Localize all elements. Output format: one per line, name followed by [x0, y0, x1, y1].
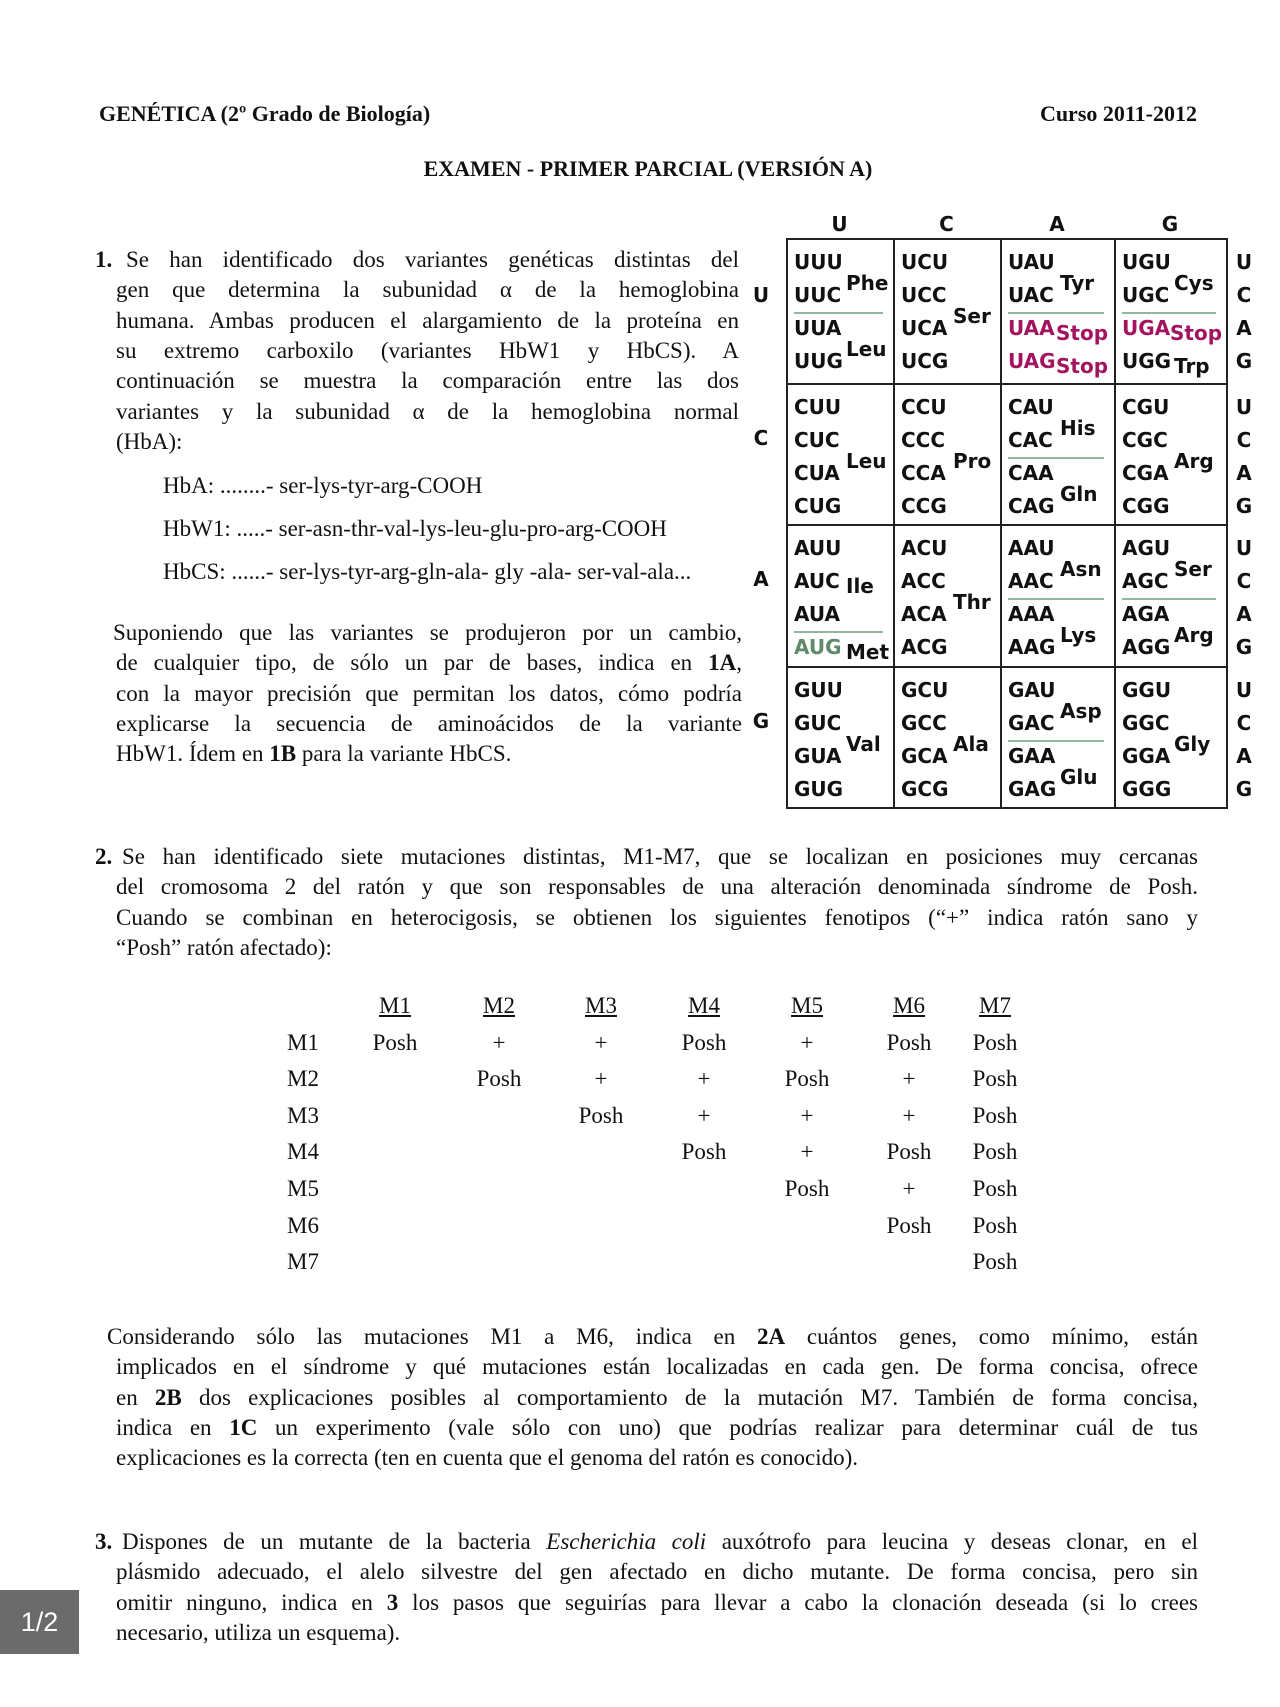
text-segment: su extremo carboxilo (variantes HbW1 y HbCS). A: [116, 337, 739, 363]
codon: CCA: [901, 461, 946, 485]
phenotype-cell: Posh: [886, 1029, 932, 1055]
codon: CUA: [794, 461, 840, 485]
phenotype-cell: Posh: [784, 1066, 830, 1092]
phenotype-cell: Posh: [681, 1029, 727, 1055]
amino-acid-label: Arg: [1174, 449, 1214, 473]
text-segment: explicarse la secuencia de aminoácidos de la variante: [116, 710, 742, 736]
amino-acid-label: Tyr: [1060, 271, 1095, 295]
codon: GGA: [1122, 744, 1171, 768]
codon: GAA: [1008, 744, 1056, 768]
third-base-label: A: [1236, 744, 1252, 768]
amino-acid-label: Glu: [1060, 765, 1098, 789]
codon-cell: [893, 238, 1002, 385]
third-base-label: G: [1235, 349, 1253, 373]
codon: CGG: [1122, 494, 1170, 518]
codon: CGA: [1122, 461, 1169, 485]
group-separator: [1008, 740, 1104, 742]
codon-cell: [1000, 666, 1116, 809]
amino-acid-label: Ile: [846, 573, 874, 598]
codon: AGG: [1122, 635, 1171, 659]
amino-acid-label: Thr: [953, 590, 991, 614]
question-1-intro-line: [116, 275, 739, 305]
amino-acid-label: His: [1060, 416, 1096, 440]
codon-cell: [1114, 383, 1228, 526]
question-2-task-line: [116, 1383, 1198, 1413]
phenotype-cell: +: [697, 1066, 711, 1092]
question-3-number: 3.: [95, 1529, 113, 1554]
group-separator: [794, 312, 883, 314]
group-separator: [1008, 312, 1104, 314]
column-header: M6: [893, 993, 925, 1018]
third-base-label: U: [1235, 250, 1253, 274]
codon: UGG: [1122, 349, 1172, 373]
codon: AUA: [794, 602, 840, 626]
course-title: GENÉTICA (2º Grado de Biología): [99, 101, 431, 126]
third-base-label: C: [1236, 569, 1252, 593]
amino-acid-label: Met: [846, 639, 890, 664]
codon: ACU: [901, 536, 948, 560]
question-1-intro-line: [116, 306, 739, 336]
codon: GAG: [1008, 777, 1057, 801]
text-segment: un experimento (vale sólo con uno) que podrías realizar para determinar cuál de tus: [257, 1414, 1199, 1440]
question-1-intro-line: [116, 336, 739, 366]
answer-ref: 1B: [269, 741, 297, 767]
text-segment: Se han identificado dos variantes genéticas distintas del: [126, 247, 739, 272]
column-header: M5: [791, 993, 823, 1018]
codon: UGU: [1122, 250, 1171, 274]
second-base-label: U: [831, 212, 848, 236]
codon: UAU: [1008, 250, 1055, 274]
text-segment: los pasos que seguirías para llevar a cabo la clonación deseada (si lo crees: [398, 1589, 1199, 1615]
group-separator: [1008, 598, 1104, 600]
phenotype-cell: +: [902, 1102, 916, 1128]
text-segment: Dispones de un mutante de la bacteria: [122, 1529, 547, 1554]
genetic-code-table: [752, 212, 1253, 807]
text-segment: Cuando se combinan en heterocigosis, se obtienen los siguientes fenotipos (“+” indica ratón sano y: [116, 904, 1198, 930]
codon: GAC: [1008, 711, 1055, 735]
codon: CAG: [1008, 494, 1055, 518]
protein-sequence: HbW1: .....- ser-asn-thr-val-lys-leu-glu-pro-arg-COOH: [163, 516, 667, 541]
question-2-intro-line: [122, 842, 1198, 872]
phenotype-cell: Posh: [886, 1139, 932, 1165]
codon-cell: [786, 524, 895, 668]
phenotype-cell: +: [902, 1176, 916, 1201]
codon-cell: [1000, 524, 1116, 668]
codon: UUA: [794, 316, 842, 340]
first-base-label: G: [752, 708, 770, 733]
codon: GGU: [1122, 678, 1172, 702]
codon: UAG: [1008, 349, 1056, 373]
row-header: M7: [287, 1249, 319, 1275]
phenotype-cell: Posh: [972, 1249, 1018, 1275]
codon: UAC: [1008, 283, 1054, 307]
third-base-label: G: [1235, 635, 1253, 659]
text-segment: necesario, utiliza un esquema).: [116, 1619, 401, 1645]
codon: AGA: [1122, 602, 1170, 626]
amino-acid-label: Val: [846, 732, 881, 756]
phenotype-cell: Posh: [972, 1029, 1018, 1055]
third-base-label: U: [1235, 678, 1253, 702]
third-base-label: G: [1235, 777, 1253, 801]
phenotype-cell: Posh: [972, 1102, 1018, 1128]
column-header: M1: [379, 993, 411, 1018]
codon: AAU: [1008, 536, 1055, 560]
first-base-label: U: [752, 282, 770, 307]
text-segment: de cualquier tipo, de sólo un par de bases, indica en: [116, 650, 709, 676]
question-1-task-line: [116, 648, 742, 678]
phenotype-cell: +: [697, 1102, 711, 1128]
column-header: M3: [585, 993, 617, 1018]
text-segment: en: [116, 1384, 155, 1410]
text-segment: variantes y la subunidad α de la hemoglobina normal: [116, 398, 739, 424]
codon: AUG: [794, 635, 842, 659]
row-header: M5: [287, 1176, 319, 1201]
codon: CCU: [901, 395, 947, 419]
protein-sequence: HbCS: ......- ser-lys-tyr-arg-gln-ala- gly -ala- ser-val-ala...: [163, 559, 692, 584]
phenotype-cell: Posh: [784, 1176, 830, 1201]
codon-cell: [1114, 524, 1228, 668]
amino-acid-label: Asn: [1060, 557, 1102, 581]
codon: GUC: [794, 711, 842, 735]
codon: GCA: [901, 744, 948, 768]
question-2-task-line: [116, 1352, 1198, 1382]
codon: CUG: [794, 494, 842, 518]
question-2-intro-line: [116, 903, 1198, 933]
codon: GCG: [901, 777, 949, 801]
group-separator: [1008, 457, 1104, 459]
codon-cell: [786, 238, 895, 385]
codon: CUC: [794, 428, 840, 452]
question-3-line: [116, 1557, 1198, 1587]
question-2-task-line: [107, 1322, 1198, 1352]
codon: GGG: [1122, 777, 1172, 801]
codon: UUU: [794, 250, 843, 274]
protein-sequence: HbA: ........- ser-lys-tyr-arg-COOH: [163, 473, 483, 498]
text-segment: auxótrofo para leucina y deseas clonar, en el: [706, 1529, 1198, 1554]
codon: UCA: [901, 316, 948, 340]
third-base-label: U: [1235, 536, 1253, 560]
codon-cell: [1000, 383, 1116, 526]
codon: CCC: [901, 428, 946, 452]
codon: AGC: [1122, 569, 1169, 593]
phenotype-cell: +: [800, 1139, 814, 1165]
amino-acid-label: Trp: [1174, 353, 1210, 378]
phenotype-cell: Posh: [972, 1176, 1018, 1201]
codon: CAA: [1008, 461, 1054, 485]
phenotype-cell: Posh: [972, 1139, 1018, 1165]
text-segment: Suponiendo que las variantes se produjeron por un cambio,: [113, 620, 742, 645]
group-separator: [1122, 312, 1216, 314]
codon: CAU: [1008, 395, 1054, 419]
codon: UCU: [901, 250, 949, 274]
text-segment: (HbA):: [116, 428, 183, 454]
text-segment: Considerando sólo las mutaciones M1 a M6, indica en: [107, 1324, 758, 1349]
question-3-line: [116, 1618, 400, 1648]
question-1-task-line: [113, 618, 742, 648]
question-1-intro-line: [116, 397, 739, 427]
phenotype-cell: Posh: [681, 1139, 727, 1165]
first-base-label: A: [753, 567, 769, 591]
phenotype-cell: +: [594, 1066, 608, 1092]
amino-acid-label: Stop: [1056, 320, 1109, 345]
column-header: M4: [688, 993, 720, 1018]
text-segment: del cromosoma 2 del ratón y que son responsables de una alteración denominada síndrome de Posh.: [116, 874, 1198, 900]
codon: GUG: [794, 777, 844, 801]
amino-acid-label: Leu: [846, 337, 887, 361]
text-segment: humana. Ambas producen el alargamiento de la proteína en: [116, 307, 739, 333]
phenotype-cell: Posh: [372, 1029, 418, 1055]
codon: ACA: [901, 602, 947, 626]
codon: GCC: [901, 711, 947, 735]
third-base-label: C: [1236, 283, 1252, 307]
answer-ref: 1C: [229, 1414, 258, 1440]
amino-acid-label: Leu: [846, 449, 887, 473]
amino-acid-label: Ser: [953, 304, 991, 328]
codon-cell: [893, 524, 1002, 668]
codon: CAC: [1008, 428, 1053, 452]
question-2-intro-line: [116, 933, 332, 963]
codon: AAC: [1008, 569, 1054, 593]
answer-ref: 1A: [708, 650, 737, 676]
text-segment: Se han identificado siete mutaciones distintas, M1-M7, que se localizan en posiciones muy cercanas: [122, 844, 1198, 869]
amino-acid-label: Arg: [1174, 623, 1214, 647]
codon: ACC: [901, 569, 946, 593]
answer-ref: 2A: [757, 1324, 786, 1349]
codon: ACG: [901, 635, 948, 659]
third-base-label: G: [1235, 494, 1253, 518]
text-segment: dos explicaciones posibles al comportamiento de la mutación M7. También de forma concisa,: [181, 1384, 1198, 1410]
codon: AUC: [794, 569, 840, 593]
amino-acid-label: Cys: [1174, 271, 1214, 295]
text-segment: cuántos genes, como mínimo, están: [785, 1324, 1198, 1349]
question-1-number: 1.: [95, 247, 113, 272]
codon: GGC: [1122, 711, 1170, 735]
phenotype-cell: +: [594, 1029, 608, 1055]
question-2-task-line: [116, 1443, 858, 1473]
amino-acid-label: Gly: [1174, 732, 1211, 756]
codon-cell: [1114, 666, 1228, 809]
amino-acid-label: Ala: [953, 732, 989, 756]
row-header: M4: [287, 1139, 319, 1165]
question-3-line: [116, 1588, 1198, 1618]
question-2-number: 2.: [95, 844, 113, 869]
exam-title: EXAMEN - PRIMER PARCIAL (VERSIÓN A): [423, 156, 873, 181]
phenotype-cell: Posh: [972, 1212, 1018, 1238]
first-base-label: C: [753, 425, 769, 450]
question-1-task-line: [116, 709, 742, 739]
codon: UUG: [794, 349, 843, 373]
text-segment: gen que determina la subunidad α de la hemoglobina: [116, 277, 739, 303]
codon: UUC: [794, 283, 842, 307]
question-1-task-line: [116, 739, 511, 769]
third-base-label: A: [1236, 461, 1252, 485]
codon: AUU: [794, 536, 842, 560]
codon: UCG: [901, 349, 949, 373]
codon: UAA: [1008, 316, 1055, 340]
column-header: M7: [979, 993, 1011, 1018]
phenotype-cell: +: [800, 1102, 814, 1128]
column-header: M2: [483, 993, 515, 1018]
course-year: Curso 2011-2012: [1039, 101, 1197, 126]
text-segment: omitir ninguno, indica en: [116, 1589, 387, 1615]
text-segment: para la variante HbCS.: [296, 741, 512, 767]
codon-cell: [786, 383, 895, 526]
text-segment: implicados en el síndrome y qué mutaciones están localizadas en cada gen. De forma concisa, ofrece: [116, 1354, 1198, 1380]
codon: CGC: [1122, 428, 1168, 452]
text-segment: indica en: [116, 1414, 230, 1440]
text-segment: con la mayor precisión que permitan los datos, cómo podría: [116, 680, 742, 706]
codon: GCU: [901, 678, 949, 702]
amino-acid-label: Stop: [1170, 320, 1223, 345]
third-base-label: C: [1236, 711, 1252, 735]
third-base-label: A: [1236, 602, 1252, 626]
codon: UGC: [1122, 283, 1170, 307]
question-1-task-line: [116, 679, 742, 709]
page-indicator[interactable]: 1/2: [0, 1590, 79, 1654]
amino-acid-label: Stop: [1056, 353, 1109, 378]
second-base-label: G: [1161, 212, 1179, 236]
amino-acid-label: Ser: [1174, 557, 1212, 581]
codon-cell: [893, 666, 1002, 809]
codon: CGU: [1122, 395, 1170, 419]
codon: UCC: [901, 283, 947, 307]
codon: AAA: [1008, 602, 1055, 626]
codon: AGU: [1122, 536, 1171, 560]
second-base-label: C: [939, 212, 954, 236]
codon: CCG: [901, 494, 947, 518]
row-header: M1: [287, 1029, 319, 1055]
phenotype-cell: +: [800, 1029, 814, 1055]
amino-acid-label: Asp: [1060, 699, 1102, 723]
text-segment: ,: [736, 650, 742, 676]
text-segment: plásmido adecuado, el alelo silvestre del gen afectado en dicho mutante. De forma concisa, pero sin: [116, 1559, 1198, 1585]
third-base-label: U: [1235, 395, 1253, 419]
question-2-task-line: [116, 1413, 1198, 1443]
codon: GAU: [1008, 678, 1056, 702]
group-separator: [1122, 598, 1216, 600]
phenotype-cell: +: [902, 1066, 916, 1092]
text-segment: HbW1. Ídem en: [116, 741, 270, 767]
question-1-intro-line: [116, 366, 739, 396]
phenotype-cell: Posh: [476, 1066, 522, 1092]
codon: GUA: [794, 744, 842, 768]
text-segment: continuación se muestra la comparación entre las dos: [116, 368, 739, 394]
codon-cell: [893, 383, 1002, 526]
question-1-intro-line: [116, 427, 182, 457]
species-name: Escherichia coli: [546, 1529, 707, 1554]
question-2-intro-line: [116, 872, 1198, 902]
answer-ref: 3: [386, 1589, 399, 1615]
row-header: M6: [287, 1212, 319, 1238]
phenotype-cell: Posh: [886, 1212, 932, 1238]
amino-acid-label: Gln: [1060, 482, 1098, 506]
question-3-line: [122, 1527, 1198, 1557]
phenotype-cell: Posh: [578, 1102, 624, 1128]
row-header: M2: [287, 1066, 319, 1092]
codon-cell: [1114, 238, 1228, 385]
text-segment: “Posh” ratón afectado):: [116, 934, 332, 960]
question-1-intro-line: [126, 245, 739, 275]
row-header: M3: [287, 1102, 319, 1128]
codon: CUU: [794, 395, 842, 419]
amino-acid-label: Pro: [953, 449, 992, 473]
second-base-label: A: [1049, 212, 1065, 236]
codon-cell: [1000, 238, 1116, 385]
codon-cell: [786, 666, 895, 809]
codon: UGA: [1122, 316, 1171, 340]
codon: GUU: [794, 678, 843, 702]
text-segment: explicaciones es la correcta (ten en cuenta que el genoma del ratón es conocido).: [116, 1445, 859, 1471]
third-base-label: C: [1236, 428, 1252, 452]
group-separator: [794, 631, 883, 633]
third-base-label: A: [1236, 316, 1252, 340]
answer-ref: 2B: [154, 1384, 182, 1410]
phenotype-cell: +: [492, 1029, 506, 1055]
amino-acid-label: Lys: [1060, 623, 1097, 647]
codon: AAG: [1008, 635, 1056, 659]
amino-acid-label: Phe: [846, 271, 889, 295]
phenotype-cell: Posh: [972, 1066, 1018, 1092]
